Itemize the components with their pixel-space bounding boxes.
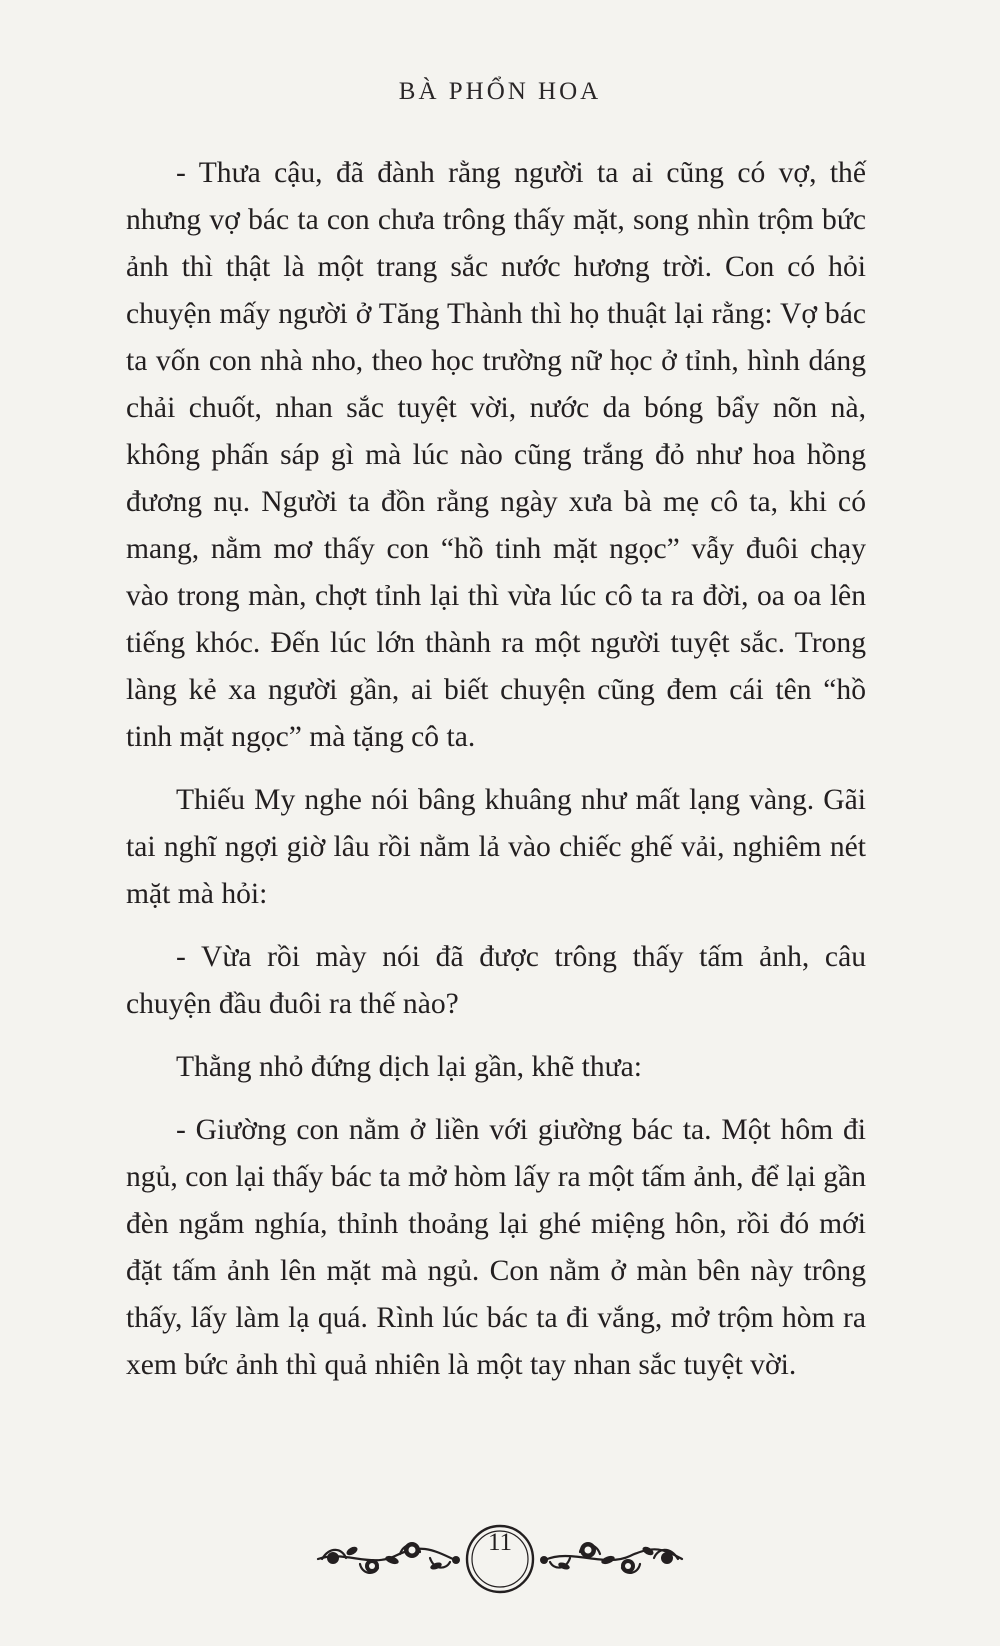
page-number: 11 [487, 1529, 513, 1556]
paragraph-4: Thằng nhỏ đứng dịch lại gần, khẽ thưa: [176, 1051, 643, 1083]
paragraph-1: - Thưa cậu, đã đành rằng người ta ai cũng có vợ, thế nhưng vợ bác ta con chưa trông thấy mặt, song nhìn trộm bức ảnh thì thật là một trang sắc nước hương trời. Con có hỏi chuyện mấy người ở Tăng Thành thì họ thuật lại rằng: Vợ bác ta vốn con nhà nho, theo học trường nữ học ở tỉnh, hình dáng chải chuốt, nhan sắc tuyệt vời, nước da bóng bẩy nõn nà, không phấn sáp gì mà lúc nào cũng trắng đỏ như hoa hồng đương nụ. Người ta đồn rằng ngày xưa bà mẹ cô ta, khi có mang, nằm mơ thấy con “hồ tinh mặt ngọc” vẫy đuôi chạy vào trong màn, chợt tỉnh lại thì vừa lúc cô ta ra đời, oa oa lên tiếng khóc. Đến lúc lớn thành ra một người tuyệt sắc. Trong làng kẻ xa người gần, ai biết chuyện cũng đem cái tên “hồ tinh mặt ngọc” mà tặng cô ta. [126, 157, 866, 753]
chapter-body [126, 150, 866, 1389]
running-head-title: BÀ PHỔN HOA [398, 78, 602, 105]
paragraph-2: Thiếu My nghe nói bâng khuâng như mất lạng vàng. Gãi tai nghĩ ngợi giờ lâu rồi nằm lả vào chiếc ghế vải, nghiêm nét mặt mà hỏi: [126, 784, 866, 910]
paragraph-3: - Vừa rồi mày nói đã được trông thấy tấm ảnh, câu chuyện đầu đuôi ra thế nào? [126, 941, 866, 1020]
paragraph-5: - Giường con nằm ở liền với giường bác ta. Một hôm đi ngủ, con lại thấy bác ta mở hòm lấy ra một tấm ảnh, để lại gần đèn ngắm nghía, thỉnh thoảng lại ghé miệng hôn, rồi đó mới đặt tấm ảnh lên mặt mà ngủ. Con nằm ở màn bên này trông thấy, lấy làm lạ quá. Rình lúc bác ta đi vắng, mở trộm hòm ra xem bức ảnh thì quả nhiên là một tay nhan sắc tuyệt vời. [126, 1114, 866, 1381]
